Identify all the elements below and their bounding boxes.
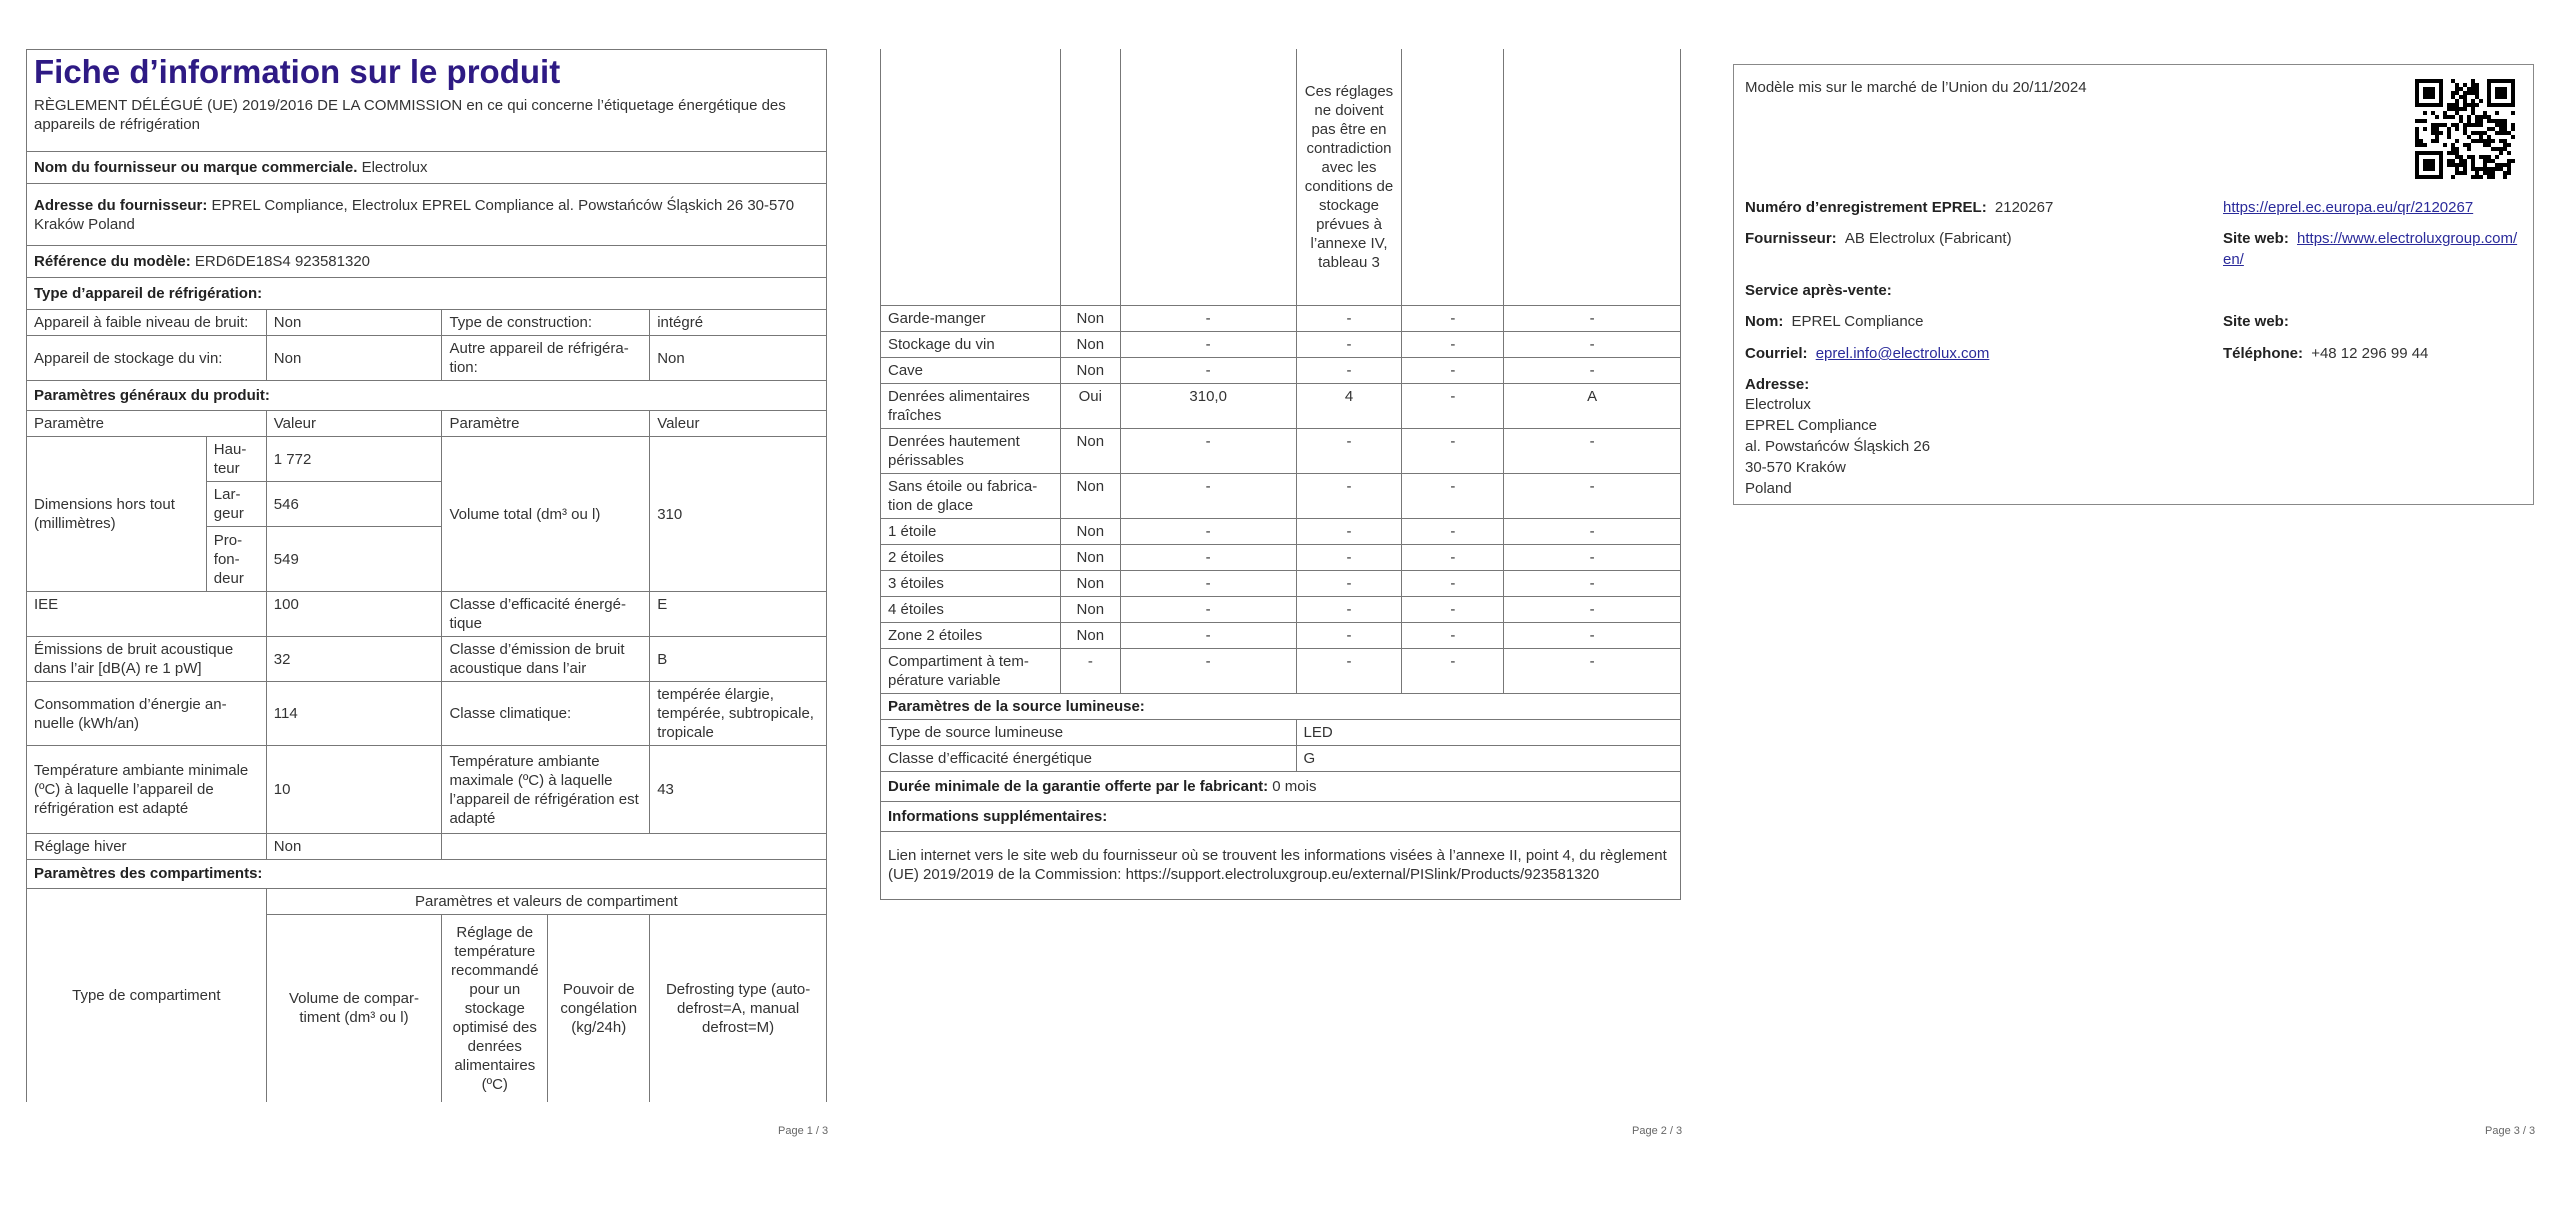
- compartment-temp: -: [1296, 622, 1402, 648]
- compart-group: Paramètres et valeurs de compartiment: [266, 888, 826, 914]
- compartment-present: Non: [1060, 357, 1120, 383]
- warranty-row: [881, 771, 1681, 801]
- supplier-value-3: AB Electrolux (Fabricant): [1844, 230, 2012, 247]
- climate-label: Classe climatique:: [442, 682, 650, 746]
- compartment-volume: 310,0: [1120, 383, 1296, 428]
- compartment-volume: -: [1120, 648, 1296, 693]
- compartment-freeze: -: [1402, 648, 1504, 693]
- compartment-name: Garde-manger: [881, 305, 1061, 331]
- compartment-name: 2 étoiles: [881, 544, 1061, 570]
- compartment-volume: -: [1120, 473, 1296, 518]
- compartment-volume: -: [1120, 331, 1296, 357]
- supplier-row: [27, 152, 827, 184]
- extra-heading: Informations supplémentaires:: [881, 801, 1681, 831]
- product-info-table: [26, 49, 827, 860]
- page-1: [26, 49, 827, 1102]
- energy-label: Consommation d’énergie annuelle (kWh/an): [27, 682, 267, 746]
- email-label: Courriel:: [1745, 345, 1808, 362]
- dims-label: Dimensions hors tout (millimètres): [27, 437, 207, 592]
- compartment-volume: -: [1120, 622, 1296, 648]
- compartment-freeze: -: [1402, 518, 1504, 544]
- page-3: [1733, 64, 2534, 505]
- compart-note: Ces réglages ne doivent pas être en contradiction avec les conditions de stockage prévues à l’annexe IV, tableau 3: [1296, 49, 1402, 305]
- compartment-row: [881, 518, 1681, 544]
- compartment-freeze: -: [1402, 544, 1504, 570]
- compartment-name: 1 étoile: [881, 518, 1061, 544]
- wine-value: Non: [266, 336, 442, 381]
- address-value: EPREL Compliance, Electrolux EPREL Compliance al. Powstańców Śląskich 26 30-570 Kraków Poland: [34, 196, 795, 233]
- qr-code-icon: [2415, 79, 2515, 179]
- compartment-freeze: -: [1402, 596, 1504, 622]
- compartment-temp: -: [1296, 596, 1402, 622]
- compartment-temp: 4: [1296, 383, 1402, 428]
- compartment-rows: [881, 305, 1681, 693]
- model-row: [27, 246, 827, 278]
- iee-label: IEE: [27, 592, 267, 637]
- service-web-label: Site web:: [2223, 313, 2289, 330]
- compartment-volume: -: [1120, 518, 1296, 544]
- compartment-present: Non: [1060, 331, 1120, 357]
- compartment-row: [881, 473, 1681, 518]
- compartment-name: 3 étoiles: [881, 570, 1061, 596]
- compartment-name: Compartiment à température variable: [881, 648, 1061, 693]
- eff-class-label: Classe d’efficacité énergétique: [442, 592, 650, 637]
- page-2: [880, 49, 1681, 900]
- compartment-volume: -: [1120, 570, 1296, 596]
- compartment-present: Non: [1060, 570, 1120, 596]
- compartment-row: [881, 383, 1681, 428]
- compartment-temp: -: [1296, 357, 1402, 383]
- light-class-value: G: [1296, 745, 1680, 771]
- page-title: Fiche d’information sur le produit: [34, 53, 561, 90]
- compartment-temp: -: [1296, 648, 1402, 693]
- energy-value: 114: [266, 682, 442, 746]
- construction-label: Type de construction:: [442, 310, 650, 336]
- extra-text: Lien internet vers le site web du fournisseur où se trouvent les informations visées à l’annexe II, point 4, du règlement (UE) 2019/2019 de la Commission: https://support.electroluxgroup.eu/external/PISlink/Products/923581320: [881, 831, 1681, 899]
- compartment-temp: -: [1296, 331, 1402, 357]
- compartment-volume: -: [1120, 544, 1296, 570]
- compartment-freeze: -: [1402, 305, 1504, 331]
- address-row: [27, 184, 827, 246]
- width-value: 546: [266, 482, 442, 527]
- address-line: al. Powstańców Śląskich 26: [1745, 438, 1931, 455]
- phone-label: Téléphone:: [2223, 345, 2304, 362]
- compartment-freeze: -: [1402, 383, 1504, 428]
- compart-volume: Volume de compartiment (dm³ ou l): [266, 914, 442, 1102]
- height-label: Hauteur: [206, 437, 266, 482]
- compartment-volume: -: [1120, 428, 1296, 473]
- web-label: Site web:: [2223, 230, 2289, 247]
- noise-value: 32: [266, 637, 442, 682]
- supplier-label-3: Fournisseur:: [1745, 230, 1837, 247]
- compartment-defrost: -: [1504, 428, 1681, 473]
- compartment-row: [881, 596, 1681, 622]
- address-label-3: Adresse:: [1745, 376, 1810, 393]
- compartment-freeze: -: [1402, 357, 1504, 383]
- compartment-defrost: -: [1504, 570, 1681, 596]
- compart-defrost: Defrosting type (auto-defrost=A, manual defrost=M): [650, 914, 827, 1102]
- compartment-defrost: -: [1504, 305, 1681, 331]
- type-heading: Type d’appareil de réfrigération:: [27, 278, 827, 310]
- market-text: Modèle mis sur le marché de l’Union du 20/11/2024: [1745, 79, 2087, 96]
- compartment-present: Non: [1060, 544, 1120, 570]
- depth-value: 549: [266, 527, 442, 592]
- compartment-temp: -: [1296, 544, 1402, 570]
- eprel-label: Numéro d’enregistrement EPREL:: [1745, 199, 1987, 216]
- name-value: EPREL Compliance: [1791, 313, 1924, 330]
- compartment-volume: -: [1120, 305, 1296, 331]
- compartment-present: Non: [1060, 622, 1120, 648]
- max-temp-label: Température ambiante maximale (ºC) à laquelle l’appareil de réfrigération est adapté: [442, 746, 650, 834]
- compartment-table: [880, 49, 1681, 900]
- address-block: [1745, 394, 1930, 499]
- compartment-row: [881, 428, 1681, 473]
- compartment-defrost: -: [1504, 648, 1681, 693]
- eprel-value: 2120267: [1994, 199, 2054, 216]
- low-noise-label: Appareil à faible niveau de bruit:: [27, 310, 267, 336]
- compartment-row: [881, 331, 1681, 357]
- compartment-freeze: -: [1402, 473, 1504, 518]
- width-label: Largeur: [206, 482, 266, 527]
- compartment-present: Oui: [1060, 383, 1120, 428]
- max-temp-value: 43: [650, 746, 827, 834]
- eprel-link[interactable]: https://eprel.ec.europa.eu/qr/2120267: [2223, 199, 2474, 216]
- compartment-present: Non: [1060, 518, 1120, 544]
- light-class-label: Classe d’efficacité énergétique: [881, 745, 1297, 771]
- compartment-present: Non: [1060, 428, 1120, 473]
- other-label: Autre appareil de réfrigération:: [442, 336, 650, 381]
- col-value-2: Valeur: [650, 411, 827, 437]
- compartment-freeze: -: [1402, 428, 1504, 473]
- compartment-temp: -: [1296, 305, 1402, 331]
- compartment-name: 4 étoiles: [881, 596, 1061, 622]
- email-link[interactable]: eprel.info@electrolux.com: [1815, 345, 1990, 362]
- volume-value: 310: [650, 437, 827, 592]
- compartment-temp: -: [1296, 518, 1402, 544]
- compartment-present: Non: [1060, 596, 1120, 622]
- page-number-2: Page 2 / 3: [1632, 1125, 1683, 1137]
- noise-class-value: B: [650, 637, 827, 682]
- compartment-row: [881, 648, 1681, 693]
- min-temp-label: Température ambiante minimale (ºC) à laquelle l’appareil de réfrigération est adapté: [27, 746, 267, 834]
- compartment-temp: -: [1296, 473, 1402, 518]
- address-line: Electrolux: [1745, 396, 1811, 413]
- compartment-present: -: [1060, 648, 1120, 693]
- compartment-row: [881, 544, 1681, 570]
- compartment-name: Denrées hautement périssables: [881, 428, 1061, 473]
- compartment-present: Non: [1060, 473, 1120, 518]
- compartment-defrost: A: [1504, 383, 1681, 428]
- address-line: 30-570 Kraków: [1745, 459, 1846, 476]
- light-type-label: Type de source lumineuse: [881, 719, 1297, 745]
- warranty-label: Durée minimale de la garantie offerte par le fabricant:: [888, 777, 1269, 795]
- compartment-name: Sans étoile ou fabrication de glace: [881, 473, 1061, 518]
- phone-value: +48 12 296 99 44: [2311, 345, 2429, 362]
- compartment-name: Zone 2 étoiles: [881, 622, 1061, 648]
- light-heading: Paramètres de la source lumineuse:: [881, 693, 1681, 719]
- low-noise-value: Non: [266, 310, 442, 336]
- model-value: ERD6DE18S4 923581320: [194, 253, 371, 270]
- compartment-defrost: -: [1504, 622, 1681, 648]
- general-heading: Paramètres généraux du produit:: [27, 381, 827, 411]
- model-label: Référence du modèle:: [34, 253, 191, 270]
- regulation-text: RÈGLEMENT DÉLÉGUÉ (UE) 2019/2016 DE LA COMMISSION en ce qui concerne l’étiquetage énergétique des appareils de réfrigération: [34, 97, 786, 133]
- supplier-value: Electrolux: [361, 159, 428, 176]
- address-line: Poland: [1745, 480, 1792, 497]
- compartment-temp: -: [1296, 428, 1402, 473]
- height-value: 1 772: [266, 437, 442, 482]
- compartment-defrost: -: [1504, 331, 1681, 357]
- wine-label: Appareil de stockage du vin:: [27, 336, 267, 381]
- min-temp-value: 10: [266, 746, 442, 834]
- supplier-label: Nom du fournisseur ou marque commerciale.: [34, 159, 358, 176]
- service-heading: Service après-vente:: [1745, 282, 1892, 299]
- address-label: Adresse du fournisseur:: [34, 196, 208, 214]
- compartment-row: [881, 305, 1681, 331]
- compartment-freeze: -: [1402, 570, 1504, 596]
- iee-value: 100: [266, 592, 442, 637]
- winter-label: Réglage hiver: [27, 834, 267, 860]
- compartment-freeze: -: [1402, 622, 1504, 648]
- compart-freeze: Pouvoir de congélation (kg/24h): [548, 914, 650, 1102]
- compartment-volume: -: [1120, 596, 1296, 622]
- compartment-freeze: -: [1402, 331, 1504, 357]
- compartment-row: [881, 570, 1681, 596]
- compartment-name: Cave: [881, 357, 1061, 383]
- light-type-value: LED: [1296, 719, 1680, 745]
- noise-class-label: Classe d’émission de bruit acoustique dans l’air: [442, 637, 650, 682]
- compartment-row: [881, 357, 1681, 383]
- compartment-defrost: -: [1504, 357, 1681, 383]
- compart-heading: Paramètres des compartiments:: [27, 860, 827, 888]
- compartment-defrost: -: [1504, 473, 1681, 518]
- page-number-1: Page 1 / 3: [778, 1125, 829, 1137]
- page-number-3: Page 3 / 3: [2485, 1125, 2536, 1137]
- warranty-value: 0 mois: [1272, 777, 1317, 795]
- compartment-defrost: -: [1504, 544, 1681, 570]
- compartment-name: Denrées alimentaires fraîches: [881, 383, 1061, 428]
- eff-class-value: E: [650, 592, 827, 637]
- construction-value: intégré: [650, 310, 827, 336]
- col-param: Paramètre: [27, 411, 267, 437]
- compartment-volume: -: [1120, 357, 1296, 383]
- name-label: Nom:: [1745, 313, 1784, 330]
- noise-label: Émissions de bruit acoustique dans l’air [dB(A) re 1 pW]: [27, 637, 267, 682]
- compart-temp: Réglage de température recommandé pour un stockage optimisé des denrées alimentaires (ºC): [442, 914, 548, 1102]
- compartment-row: [881, 622, 1681, 648]
- climate-value: tempérée élargie, tempérée, subtropicale, tropicale: [650, 682, 827, 746]
- address-line: EPREL Compliance: [1745, 417, 1878, 434]
- winter-value: Non: [266, 834, 442, 860]
- compartment-name: Stockage du vin: [881, 331, 1061, 357]
- web-link[interactable]: https://www.electroluxgroup.com/en/: [2223, 230, 2518, 268]
- col-value: Valeur: [266, 411, 442, 437]
- compartment-defrost: -: [1504, 518, 1681, 544]
- compartment-temp: -: [1296, 570, 1402, 596]
- other-value: Non: [650, 336, 827, 381]
- depth-label: Profondeur: [206, 527, 266, 592]
- volume-label: Volume total (dm³ ou l): [442, 437, 650, 592]
- compartment-defrost: -: [1504, 596, 1681, 622]
- compartment-header-table: [26, 860, 827, 1102]
- compart-type: Type de compartiment: [27, 888, 267, 1102]
- col-param-2: Paramètre: [442, 411, 650, 437]
- compartment-present: Non: [1060, 305, 1120, 331]
